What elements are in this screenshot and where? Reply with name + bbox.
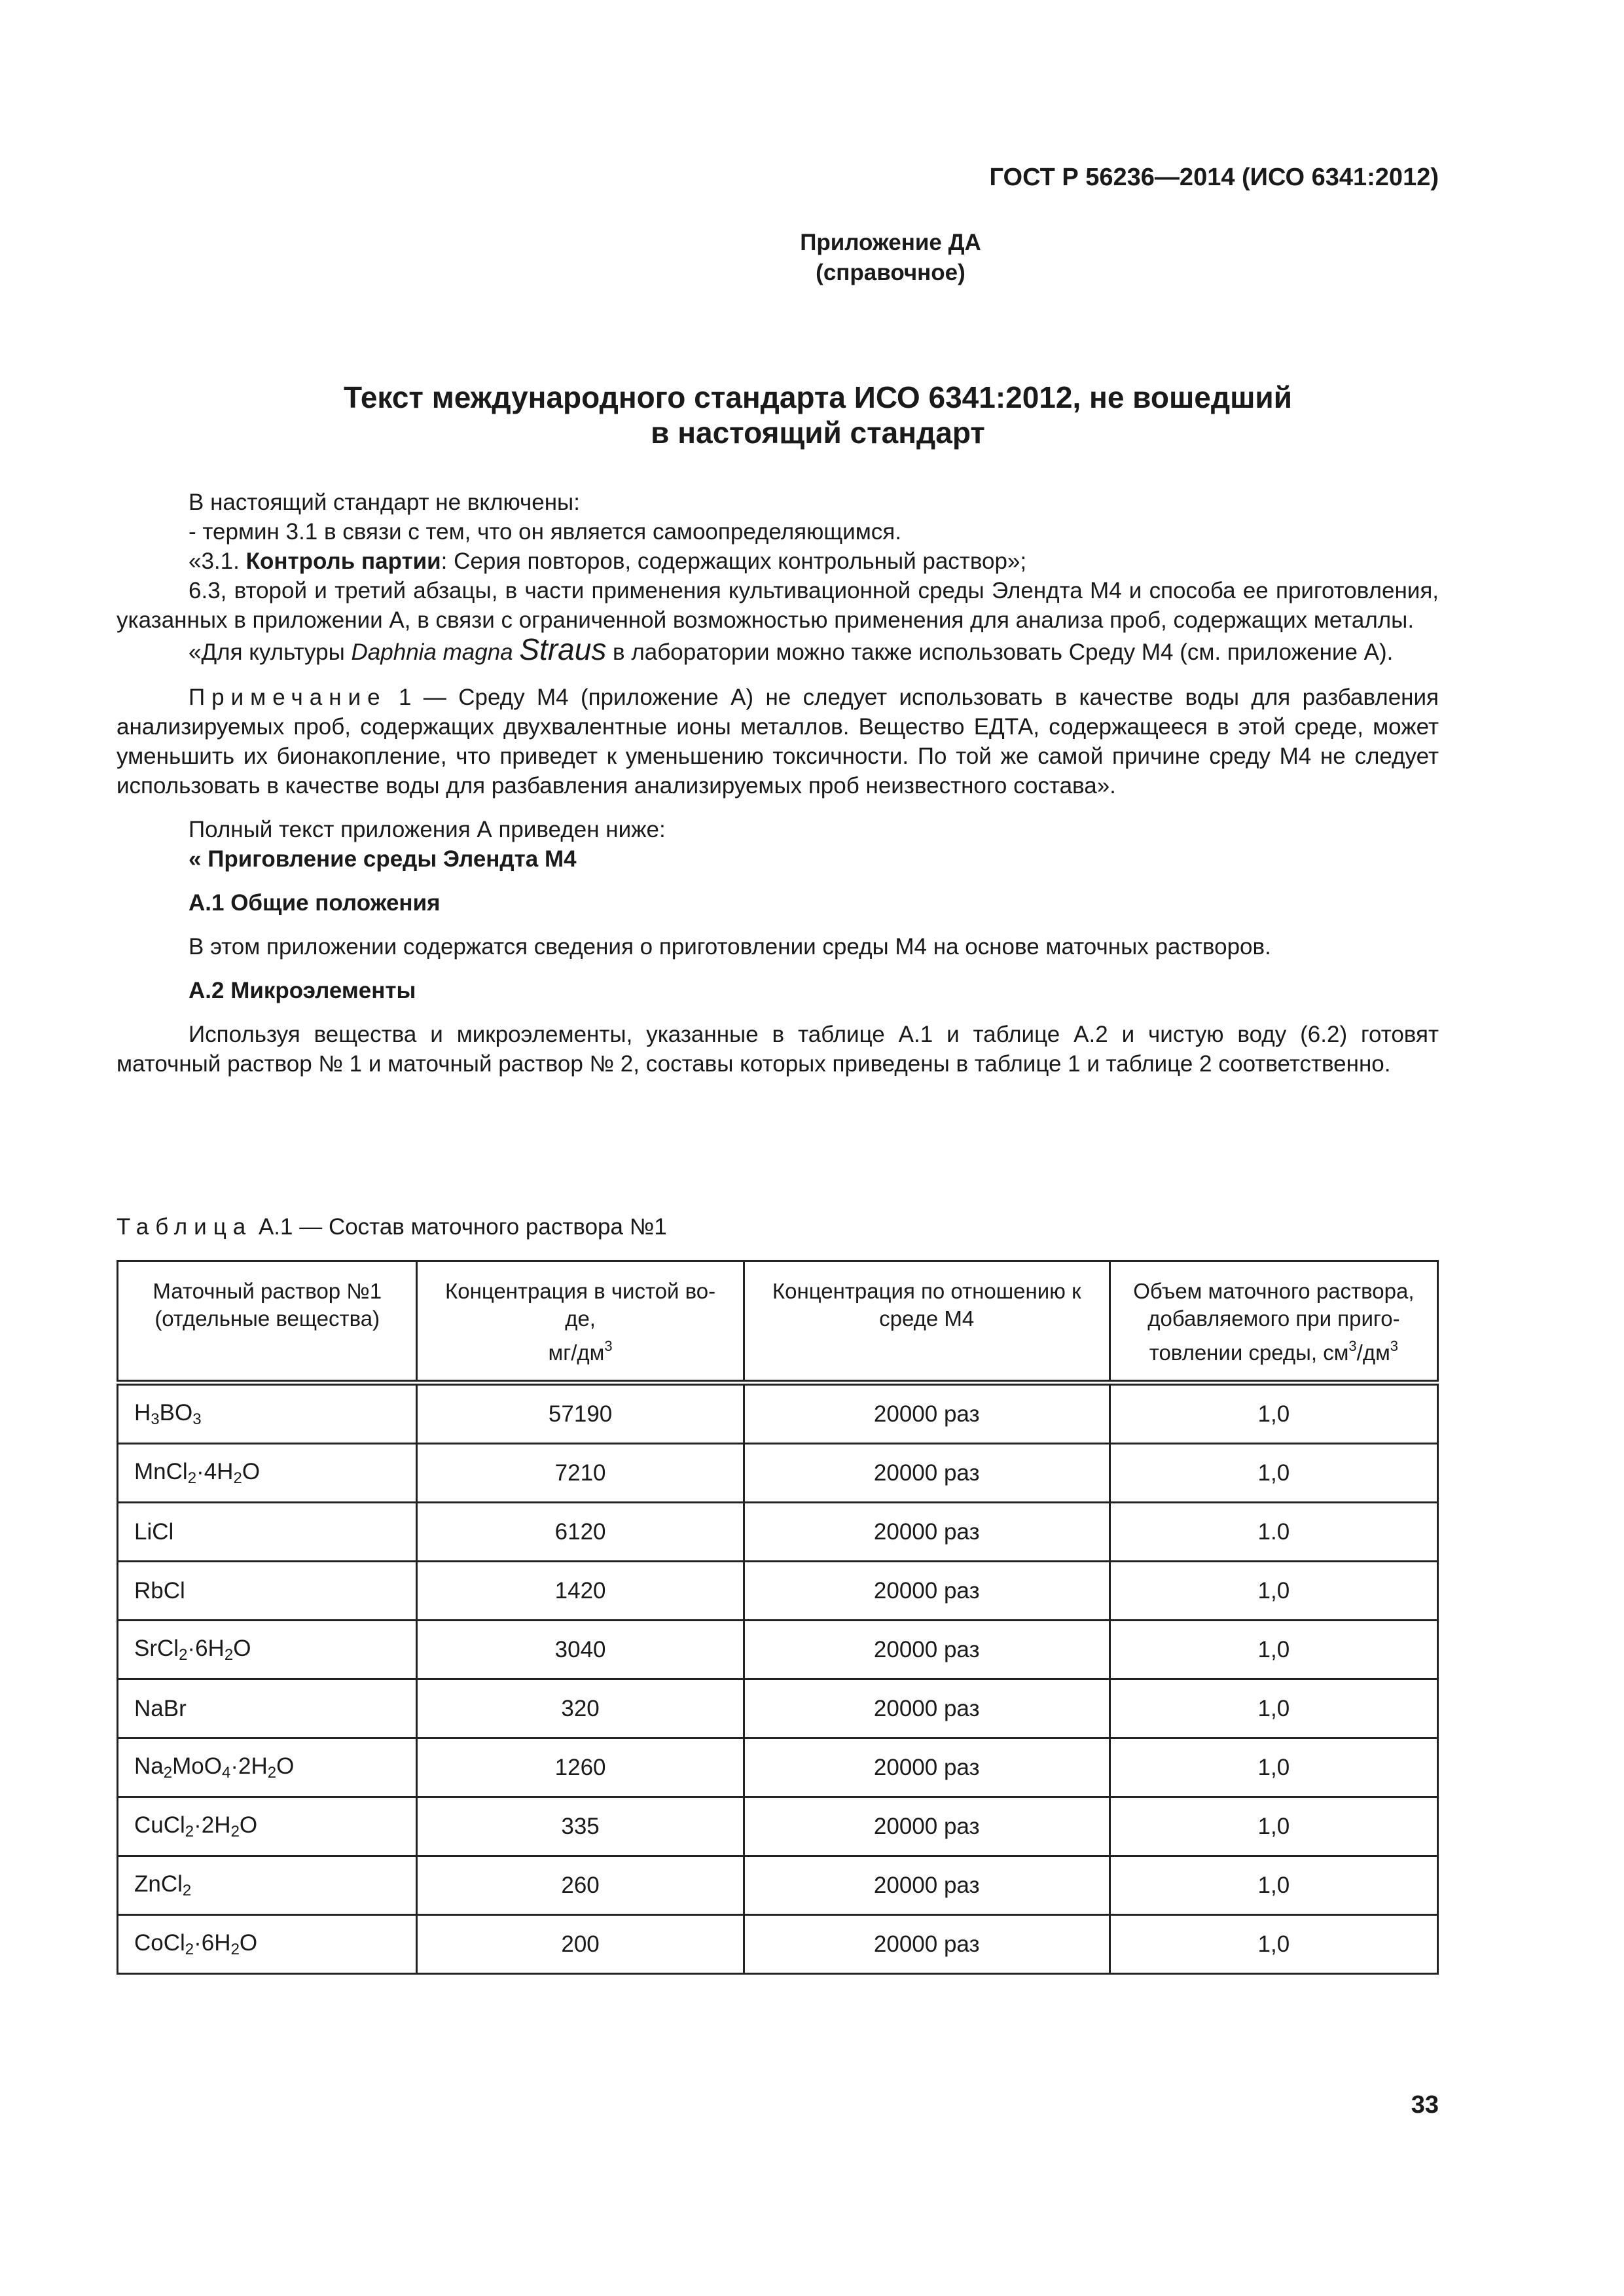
definition-term: Контроль партии	[245, 548, 441, 574]
substance-cell	[118, 1621, 417, 1679]
volume-cell: 1.0	[1110, 1503, 1437, 1562]
formula-subscript: 2	[233, 1469, 242, 1487]
formula-part: CuCl	[134, 1812, 185, 1838]
table-caption	[117, 1214, 667, 1240]
ratio-cell: 20000 раз	[744, 1915, 1110, 1974]
ratio-cell: 20000 раз	[744, 1679, 1110, 1738]
volume-cell: 1,0	[1110, 1562, 1437, 1621]
paragraph-term-definition	[117, 547, 1439, 576]
species-author: Straus	[519, 632, 607, 666]
formula-subscript: 2	[185, 1822, 194, 1840]
volume-cell: 1,0	[1110, 1621, 1437, 1679]
formula-part: BO	[159, 1399, 193, 1426]
formula-part: ·2H	[194, 1812, 231, 1838]
header-substance	[118, 1261, 417, 1383]
paragraph-full-text-intro: Полный текст приложения А приведен ниже:	[189, 817, 666, 842]
header-substance-line-2: (отдельные вещества)	[154, 1306, 380, 1331]
header-substance-line-1: Маточный раствор №1	[153, 1279, 382, 1303]
daphnia-text: в лаборатории можно также использовать Среду М4 (см. приложение А).	[606, 639, 1394, 665]
title-line-2: в настоящий стандарт	[651, 416, 985, 450]
formula-part: ·4H	[196, 1458, 234, 1484]
formula-subscript: 2	[179, 1645, 188, 1664]
formula-part: LiCl	[134, 1518, 174, 1545]
volume-cell: 1,0	[1110, 1856, 1437, 1915]
header-volume	[1110, 1261, 1437, 1383]
page-number: 33	[1411, 2091, 1439, 2119]
concentration-cell: 7210	[417, 1444, 744, 1503]
concentration-cell: 57190	[417, 1383, 744, 1444]
header-volume-line-1: Объем маточного раствора,	[1133, 1279, 1415, 1303]
table-row	[118, 1444, 1438, 1503]
table-row	[118, 1503, 1438, 1562]
table-row	[118, 1738, 1438, 1797]
concentration-cell: 1420	[417, 1562, 744, 1621]
table-row	[118, 1679, 1438, 1738]
note-label: Примечание	[189, 685, 387, 710]
table-row	[118, 1562, 1438, 1621]
substance-cell	[118, 1679, 417, 1738]
header-volume-unit: /дм	[1356, 1340, 1390, 1365]
concentration-cell: 1260	[417, 1738, 744, 1797]
formula-subscript: 2	[267, 1763, 277, 1782]
formula-part: O	[239, 1812, 258, 1838]
section-heading-a1: А.1 Общие положения	[189, 890, 441, 916]
ratio-cell: 20000 раз	[744, 1383, 1110, 1444]
table-header-row	[118, 1261, 1438, 1383]
formula-part: O	[276, 1753, 295, 1779]
ratio-cell: 20000 раз	[744, 1797, 1110, 1856]
formula-part: H	[134, 1399, 151, 1426]
substance-cell	[118, 1503, 417, 1562]
paragraph-6-3: 6.3, второй и третий абзацы, в части применения культивационной среды Элендта М4 и способа ее приготовления, указанных в приложении А, в связи с ограниченной возможностью применения для анализа проб, содержащих металлы.	[117, 578, 1439, 633]
formula-subscript: 2	[224, 1645, 234, 1664]
formula-part: ZnCl	[134, 1871, 183, 1897]
formula-part: MoO	[172, 1753, 222, 1779]
header-volume-line-3: товлении среды, см	[1149, 1340, 1349, 1365]
volume-cell: 1,0	[1110, 1679, 1437, 1738]
volume-cell: 1,0	[1110, 1383, 1437, 1444]
formula-subscript: 4	[221, 1763, 231, 1782]
formula-part: O	[233, 1635, 251, 1661]
formula-part: NaBr	[134, 1695, 187, 1721]
note-paragraph	[117, 683, 1439, 800]
formula-part: RbCl	[134, 1577, 185, 1604]
document-standard-number: ГОСТ Р 56236—2014 (ИСО 6341:2012)	[989, 164, 1439, 191]
table-caption-label: Таблица	[117, 1214, 253, 1240]
header-ratio-line-1: Концентрация по отношению к	[772, 1279, 1081, 1303]
ratio-cell: 20000 раз	[744, 1856, 1110, 1915]
substance-cell	[118, 1797, 417, 1856]
header-concentration-line-1: Концентрация в чистой во-	[445, 1279, 716, 1303]
header-ratio-line-2: среде М4	[879, 1306, 975, 1331]
table-caption-text: А.1 — Состав маточного раствора №1	[252, 1214, 667, 1240]
ratio-cell: 20000 раз	[744, 1503, 1110, 1562]
page-title	[0, 380, 1624, 450]
formula-subscript: 2	[230, 1822, 240, 1840]
formula-part: ·6H	[187, 1635, 225, 1661]
table-row	[118, 1915, 1438, 1974]
header-concentration-line-2: де,	[565, 1306, 596, 1331]
ratio-cell: 20000 раз	[744, 1444, 1110, 1503]
section-heading-a2: А.2 Микроэлементы	[189, 978, 416, 1003]
formula-part: O	[239, 1929, 258, 1956]
volume-cell: 1,0	[1110, 1797, 1437, 1856]
formula-part: MnCl	[134, 1458, 188, 1484]
appendix-label: Приложение ДА	[800, 230, 981, 255]
formula-subscript: 2	[185, 1940, 194, 1958]
ratio-cell: 20000 раз	[744, 1621, 1110, 1679]
substance-cell	[118, 1562, 417, 1621]
appendix-kind: (справочное)	[816, 260, 965, 285]
daphnia-prefix: «Для культуры	[189, 639, 352, 665]
substance-cell	[118, 1444, 417, 1503]
document-body	[117, 488, 1439, 1079]
formula-subscript: 2	[182, 1881, 192, 1899]
appendix-heading	[0, 228, 1624, 288]
formula-part: SrCl	[134, 1635, 179, 1661]
table-row	[118, 1383, 1438, 1444]
ratio-cell: 20000 раз	[744, 1738, 1110, 1797]
note-text: 1 — Среду М4 (приложение А) не следует использовать в качестве воды для разбавления анализируемых проб, содержащих двухвалентные ионы металлов. Вещество ЕДТА, содержащееся в этой среде, может уменьшить их бионакопление, что приведет к уменьшению токсичности. По той же самой причине среду М4 не следует использовать в качестве воды для разбавления анализируемых проб неизвестного состава».	[117, 685, 1439, 798]
concentration-cell: 6120	[417, 1503, 744, 1562]
volume-cell: 1,0	[1110, 1915, 1437, 1974]
paragraph-term-3-1: - термин 3.1 в связи с тем, что он является самоопределяющимся.	[189, 519, 901, 545]
formula-subscript: 2	[163, 1763, 173, 1782]
title-line-1: Текст международного стандарта ИСО 6341:2012, не вошедший	[344, 380, 1292, 414]
stock-solution-table	[117, 1260, 1439, 1975]
definition-text: : Серия повторов, содержащих контрольный раствор»;	[441, 548, 1027, 574]
formula-part: O	[242, 1458, 261, 1484]
header-concentration-unit: мг/дм	[548, 1340, 605, 1365]
definition-prefix: «3.1.	[189, 548, 246, 574]
formula-subscript: 3	[192, 1410, 202, 1428]
paragraph-a1: В этом приложении содержатся сведения о приготовлении среды М4 на основе маточных растворов.	[189, 934, 1271, 960]
species-name: Daphnia magna	[351, 639, 513, 665]
table-row	[118, 1856, 1438, 1915]
table-row	[118, 1621, 1438, 1679]
concentration-cell: 320	[417, 1679, 744, 1738]
formula-part: Na	[134, 1753, 164, 1779]
paragraph-excluded-intro: В настоящий стандарт не включены:	[189, 490, 580, 515]
ratio-cell: 20000 раз	[744, 1562, 1110, 1621]
concentration-cell: 260	[417, 1856, 744, 1915]
substance-cell	[118, 1383, 417, 1444]
concentration-cell: 200	[417, 1915, 744, 1974]
header-volume-exponent-1: 3	[1348, 1338, 1357, 1354]
formula-part: CoCl	[134, 1929, 185, 1956]
header-concentration	[417, 1261, 744, 1383]
header-volume-exponent-2: 3	[1390, 1338, 1399, 1354]
header-volume-line-2: добавляемого при приго-	[1147, 1306, 1400, 1331]
formula-part: ·2H	[230, 1753, 268, 1779]
concentration-cell: 3040	[417, 1621, 744, 1679]
formula-part: ·6H	[194, 1929, 231, 1956]
paragraph-a2: Используя вещества и микроэлементы, указанные в таблице А.1 и таблице А.2 и чистую воду (6.2) готовят маточный раствор № 1 и маточный раствор № 2, составы которых приведены в таблице 1 и таблице 2 соответственно.	[117, 1022, 1439, 1077]
header-concentration-exponent: 3	[604, 1338, 613, 1354]
paragraph-daphnia	[117, 632, 1439, 667]
header-ratio	[744, 1261, 1110, 1383]
section-heading-elendt: « Приговление среды Элендта М4	[189, 846, 577, 872]
formula-subscript: 2	[230, 1940, 240, 1958]
formula-subscript: 2	[187, 1469, 197, 1487]
table-row	[118, 1797, 1438, 1856]
substance-cell	[118, 1738, 417, 1797]
concentration-cell: 335	[417, 1797, 744, 1856]
volume-cell: 1,0	[1110, 1444, 1437, 1503]
substance-cell	[118, 1856, 417, 1915]
formula-subscript: 3	[151, 1410, 160, 1428]
volume-cell: 1,0	[1110, 1738, 1437, 1797]
substance-cell	[118, 1915, 417, 1974]
